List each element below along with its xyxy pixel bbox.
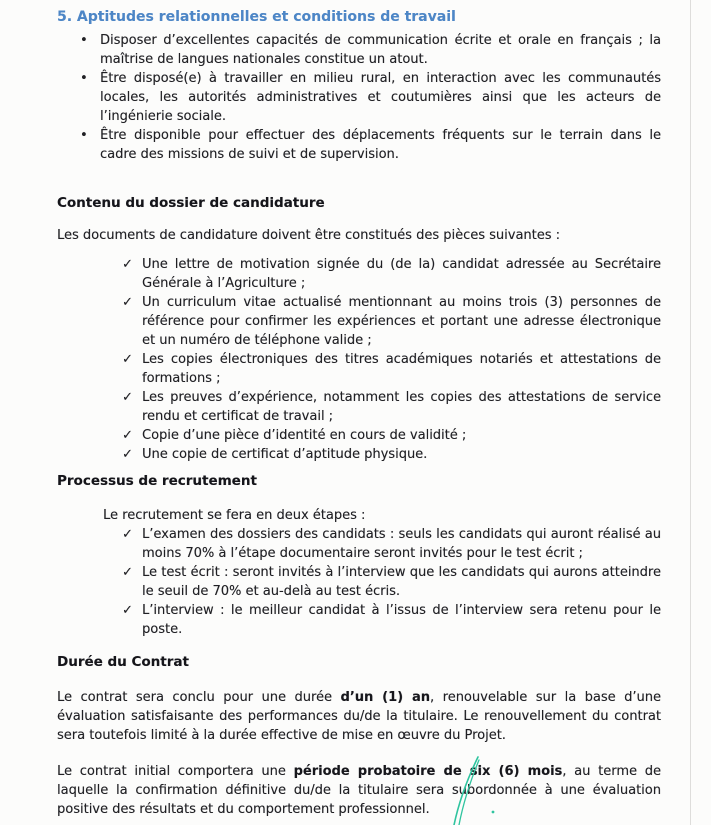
dossier-intro: Les documents de candidature doivent être constitués des pièces suivantes : (57, 228, 561, 243)
check-icon: ✓ (122, 565, 133, 580)
check-item-text: Les preuves d’expérience, notamment les copies des attestations de service rendu et certificat de travail ; (142, 390, 661, 424)
bullet-item-text: Être disposé(e) à travailler en milieu rural, en interaction avec les communautés locales, les autorités administratives et coutumières ainsi que les acteurs de l’ingénierie sociale. (100, 71, 661, 124)
check-item-text: L’interview : le meilleur candidat à l’issus de l’interview sera retenu pour le poste. (142, 603, 661, 637)
duree-heading: Durée du Contrat (57, 654, 189, 670)
aptitudes-bullet-list (57, 31, 661, 164)
check-icon: ✓ (122, 352, 133, 367)
paragraph-text: , au terme de laquelle la confirmation définitive du/de la titulaire sera subordonnée à une évaluation positive des résultats et du comportement professionnel. (57, 764, 662, 817)
check-icon: ✓ (122, 527, 133, 542)
check-item (57, 293, 661, 350)
check-icon: ✓ (122, 603, 133, 618)
bullet-icon: • (80, 33, 88, 48)
paragraph-bold-text: d’un (1) an (340, 690, 431, 705)
pen-mark-annotation (440, 750, 510, 825)
document-content (57, 8, 661, 819)
bullet-item (57, 69, 661, 126)
check-item (57, 426, 661, 445)
pen-stroke (459, 760, 479, 825)
scan-artifact-line (690, 0, 691, 825)
paragraph-bold-text: période probatoire de six (6) mois (293, 764, 563, 779)
check-item-text: L’examen des dossiers des candidats : seuls les candidats qui auront réalisé au moins 70% à l’étape documentaire seront invités pour le test écrit ; (142, 527, 661, 561)
check-item (57, 525, 661, 563)
check-item-text: Les copies électroniques des titres académiques notariés et attestations de formations ; (142, 352, 661, 386)
check-item (57, 445, 661, 464)
check-icon: ✓ (122, 295, 133, 310)
bullet-icon: • (80, 71, 88, 86)
check-icon: ✓ (122, 447, 133, 462)
processus-heading: Processus de recrutement (57, 473, 257, 489)
paragraph-text: , renouvelable sur la base d’une évaluation satisfaisante des performances du/de la titulaire. Le renouvellement du contrat sera toutefois limité à la durée effective de mise en œuvre du Projet. (57, 690, 662, 743)
check-item-text: Le test écrit : seront invités à l’interview que les candidats qui aurons atteindre le seuil de 70% et au-delà au test écris. (142, 565, 661, 599)
pen-dot (492, 811, 495, 814)
check-item (57, 563, 661, 601)
pen-stroke (454, 757, 478, 825)
check-item (57, 601, 661, 639)
bullet-item (57, 126, 661, 164)
check-icon: ✓ (122, 428, 133, 443)
paragraph-text: Le contrat sera conclu pour une durée (57, 690, 341, 705)
dossier-check-list (57, 255, 661, 464)
paragraph-text: Le contrat initial comportera une (57, 764, 294, 779)
check-item (57, 255, 661, 293)
check-item-text: Une copie de certificat d’aptitude physique. (142, 447, 428, 462)
bullet-item (57, 31, 661, 69)
bullet-item-text: Être disponible pour effectuer des déplacements fréquents sur le terrain dans le cadre des missions de suivi et de supervision. (100, 128, 661, 162)
check-icon: ✓ (122, 257, 133, 272)
check-item (57, 350, 661, 388)
check-item-text: Copie d’une pièce d’identité en cours de validité ; (142, 428, 467, 443)
check-item-text: Une lettre de motivation signée du (de la) candidat adressée au Secrétaire Générale à l’Agriculture ; (142, 257, 661, 291)
processus-intro: Le recrutement se fera en deux étapes : (103, 508, 366, 523)
probation-paragraph (57, 762, 661, 819)
check-icon: ✓ (122, 390, 133, 405)
processus-check-list (57, 525, 661, 639)
aptitudes-heading: 5. Aptitudes relationnelles et conditions de travail (57, 9, 456, 25)
bullet-icon: • (80, 128, 88, 143)
contract-duration-paragraph (57, 688, 661, 745)
dossier-heading: Contenu du dossier de candidature (57, 195, 325, 211)
check-item (57, 388, 661, 426)
bullet-item-text: Disposer d’excellentes capacités de communication écrite et orale en français ; la maîtrise de langues nationales constitue un atout. (100, 33, 661, 67)
check-item-text: Un curriculum vitae actualisé mentionnant au moins trois (3) personnes de référence pour confirmer les expériences et portant une adresse électronique et un numéro de téléphone valide ; (142, 295, 661, 348)
